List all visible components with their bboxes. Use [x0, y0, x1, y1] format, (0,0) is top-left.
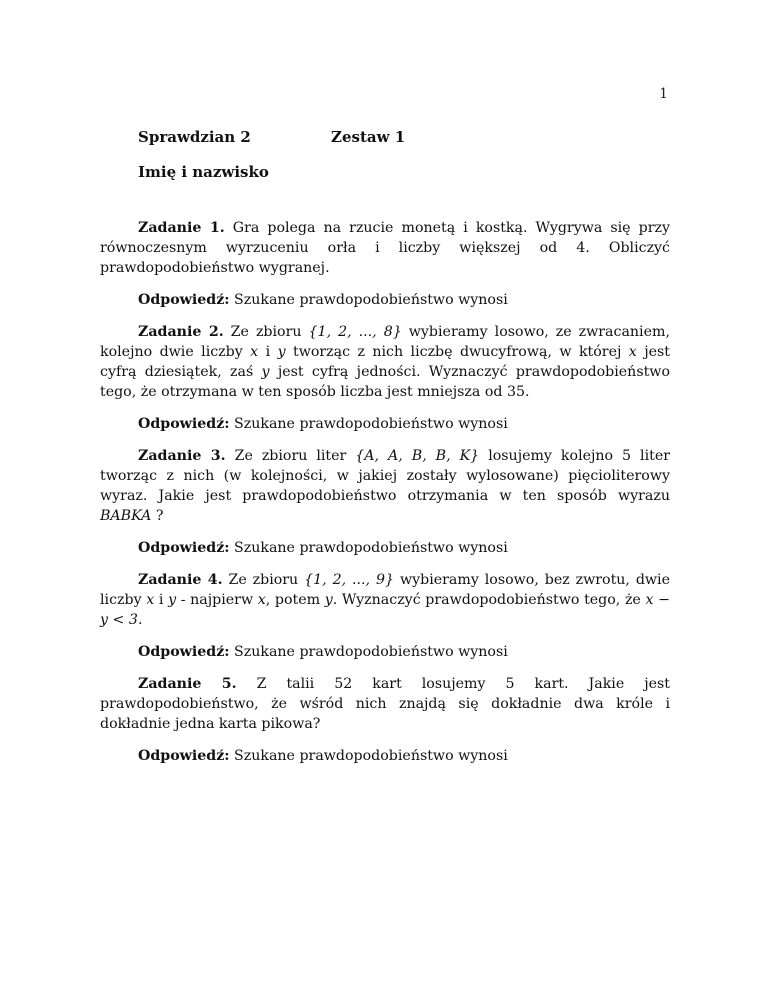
- tasks-section: [100, 218, 670, 778]
- math-var: x: [628, 344, 637, 360]
- answer-text: Szukane prawdopodobieństwo wynosi: [234, 292, 508, 308]
- math-var: x: [146, 592, 155, 608]
- math-set: {A, A, B, B, K}: [355, 448, 480, 464]
- task-text: wybieramy losowo, ze zwracaniem, kolejno dwie liczby: [100, 324, 670, 360]
- test-title: Sprawdzian 2: [138, 128, 251, 146]
- task-4: [100, 570, 670, 630]
- task-text: Z talii 52 kart losujemy 5 kart. Jakie jest prawdopodobieństwo, że wśród nich znajdą się dokładnie dwa króle i dokładnie jedna karta pikowa?: [100, 676, 670, 732]
- task-label: Zadanie 2.: [138, 324, 224, 340]
- answer-text: Szukane prawdopodobieństwo wynosi: [234, 748, 508, 764]
- math-var: x: [257, 592, 266, 608]
- answer-2: [100, 414, 670, 434]
- task-text: .: [137, 612, 143, 628]
- task-label: Zadanie 3.: [138, 448, 226, 464]
- task-label: Zadanie 5.: [138, 676, 237, 692]
- answer-label: Odpowiedź:: [138, 644, 230, 660]
- task-text: tworząc z nich liczbę dwucyfrową, w której: [285, 344, 629, 360]
- math-set: {1, 2, ..., 8}: [308, 324, 402, 340]
- task-5: [100, 674, 670, 734]
- math-inequality: x − y < 3: [100, 592, 670, 628]
- task-text: Gra polega na rzucie monetą i kostką. Wygrywa się przy równoczesnym wyrzuceniu orła i liczby większej od 4. Obliczyć prawdopodobieństwo wygranej.: [100, 220, 670, 276]
- math-var: y: [324, 592, 333, 608]
- task-text: jest cyfrą dziesiątek, zaś: [100, 344, 671, 380]
- answer-text: Szukane prawdopodobieństwo wynosi: [234, 540, 508, 556]
- task-text: - najpierw: [176, 592, 258, 608]
- task-text: wybieramy losowo, bez zwrotu, dwie liczby: [100, 572, 670, 608]
- answer-text: Szukane prawdopodobieństwo wynosi: [234, 644, 508, 660]
- task-text: Ze zbioru liter: [234, 448, 356, 464]
- task-label: Zadanie 4.: [138, 572, 223, 588]
- name-label: Imię i nazwisko: [138, 163, 269, 181]
- task-text: Ze zbioru: [230, 324, 309, 340]
- task-3: [100, 446, 670, 526]
- answer-5: [100, 746, 670, 766]
- answer-4: [100, 642, 670, 662]
- math-set: {1, 2, ..., 9}: [304, 572, 395, 588]
- task-1: [100, 218, 670, 278]
- answer-3: [100, 538, 670, 558]
- answer-label: Odpowiedź:: [138, 748, 230, 764]
- task-text: i: [258, 344, 278, 360]
- answer-1: [100, 290, 670, 310]
- math-word: BABKA: [100, 508, 152, 524]
- answer-label: Odpowiedź:: [138, 540, 230, 556]
- answer-label: Odpowiedź:: [138, 416, 230, 432]
- set-label: Zestaw 1: [331, 128, 406, 146]
- task-text: ?: [151, 508, 164, 524]
- answer-label: Odpowiedź:: [138, 292, 230, 308]
- math-var: y: [277, 344, 286, 360]
- math-var: x: [250, 344, 259, 360]
- task-text: jest cyfrą jedności. Wyznaczyć prawdopodobieństwo tego, że otrzymana w ten sposób liczba jest mniejsza od 35.: [100, 364, 670, 400]
- test-header: [138, 128, 406, 146]
- task-text: , potem: [265, 592, 325, 608]
- task-text: i: [154, 592, 169, 608]
- math-var: y: [261, 364, 270, 380]
- task-text: . Wyznaczyć prawdopodobieństwo tego, że: [332, 592, 646, 608]
- task-2: [100, 322, 670, 402]
- task-text: Ze zbioru: [228, 572, 305, 588]
- math-var: y: [168, 592, 177, 608]
- task-text: losujemy kolejno 5 liter tworząc z nich (w kolejności, w jakiej zostały wylosowane) pięcioliterowy wyraz. Jakie jest prawdopodobieństwo otrzymania w ten sposób wyrazu: [100, 448, 671, 504]
- page-number: 1: [659, 86, 668, 102]
- answer-text: Szukane prawdopodobieństwo wynosi: [234, 416, 508, 432]
- task-label: Zadanie 1.: [138, 220, 225, 236]
